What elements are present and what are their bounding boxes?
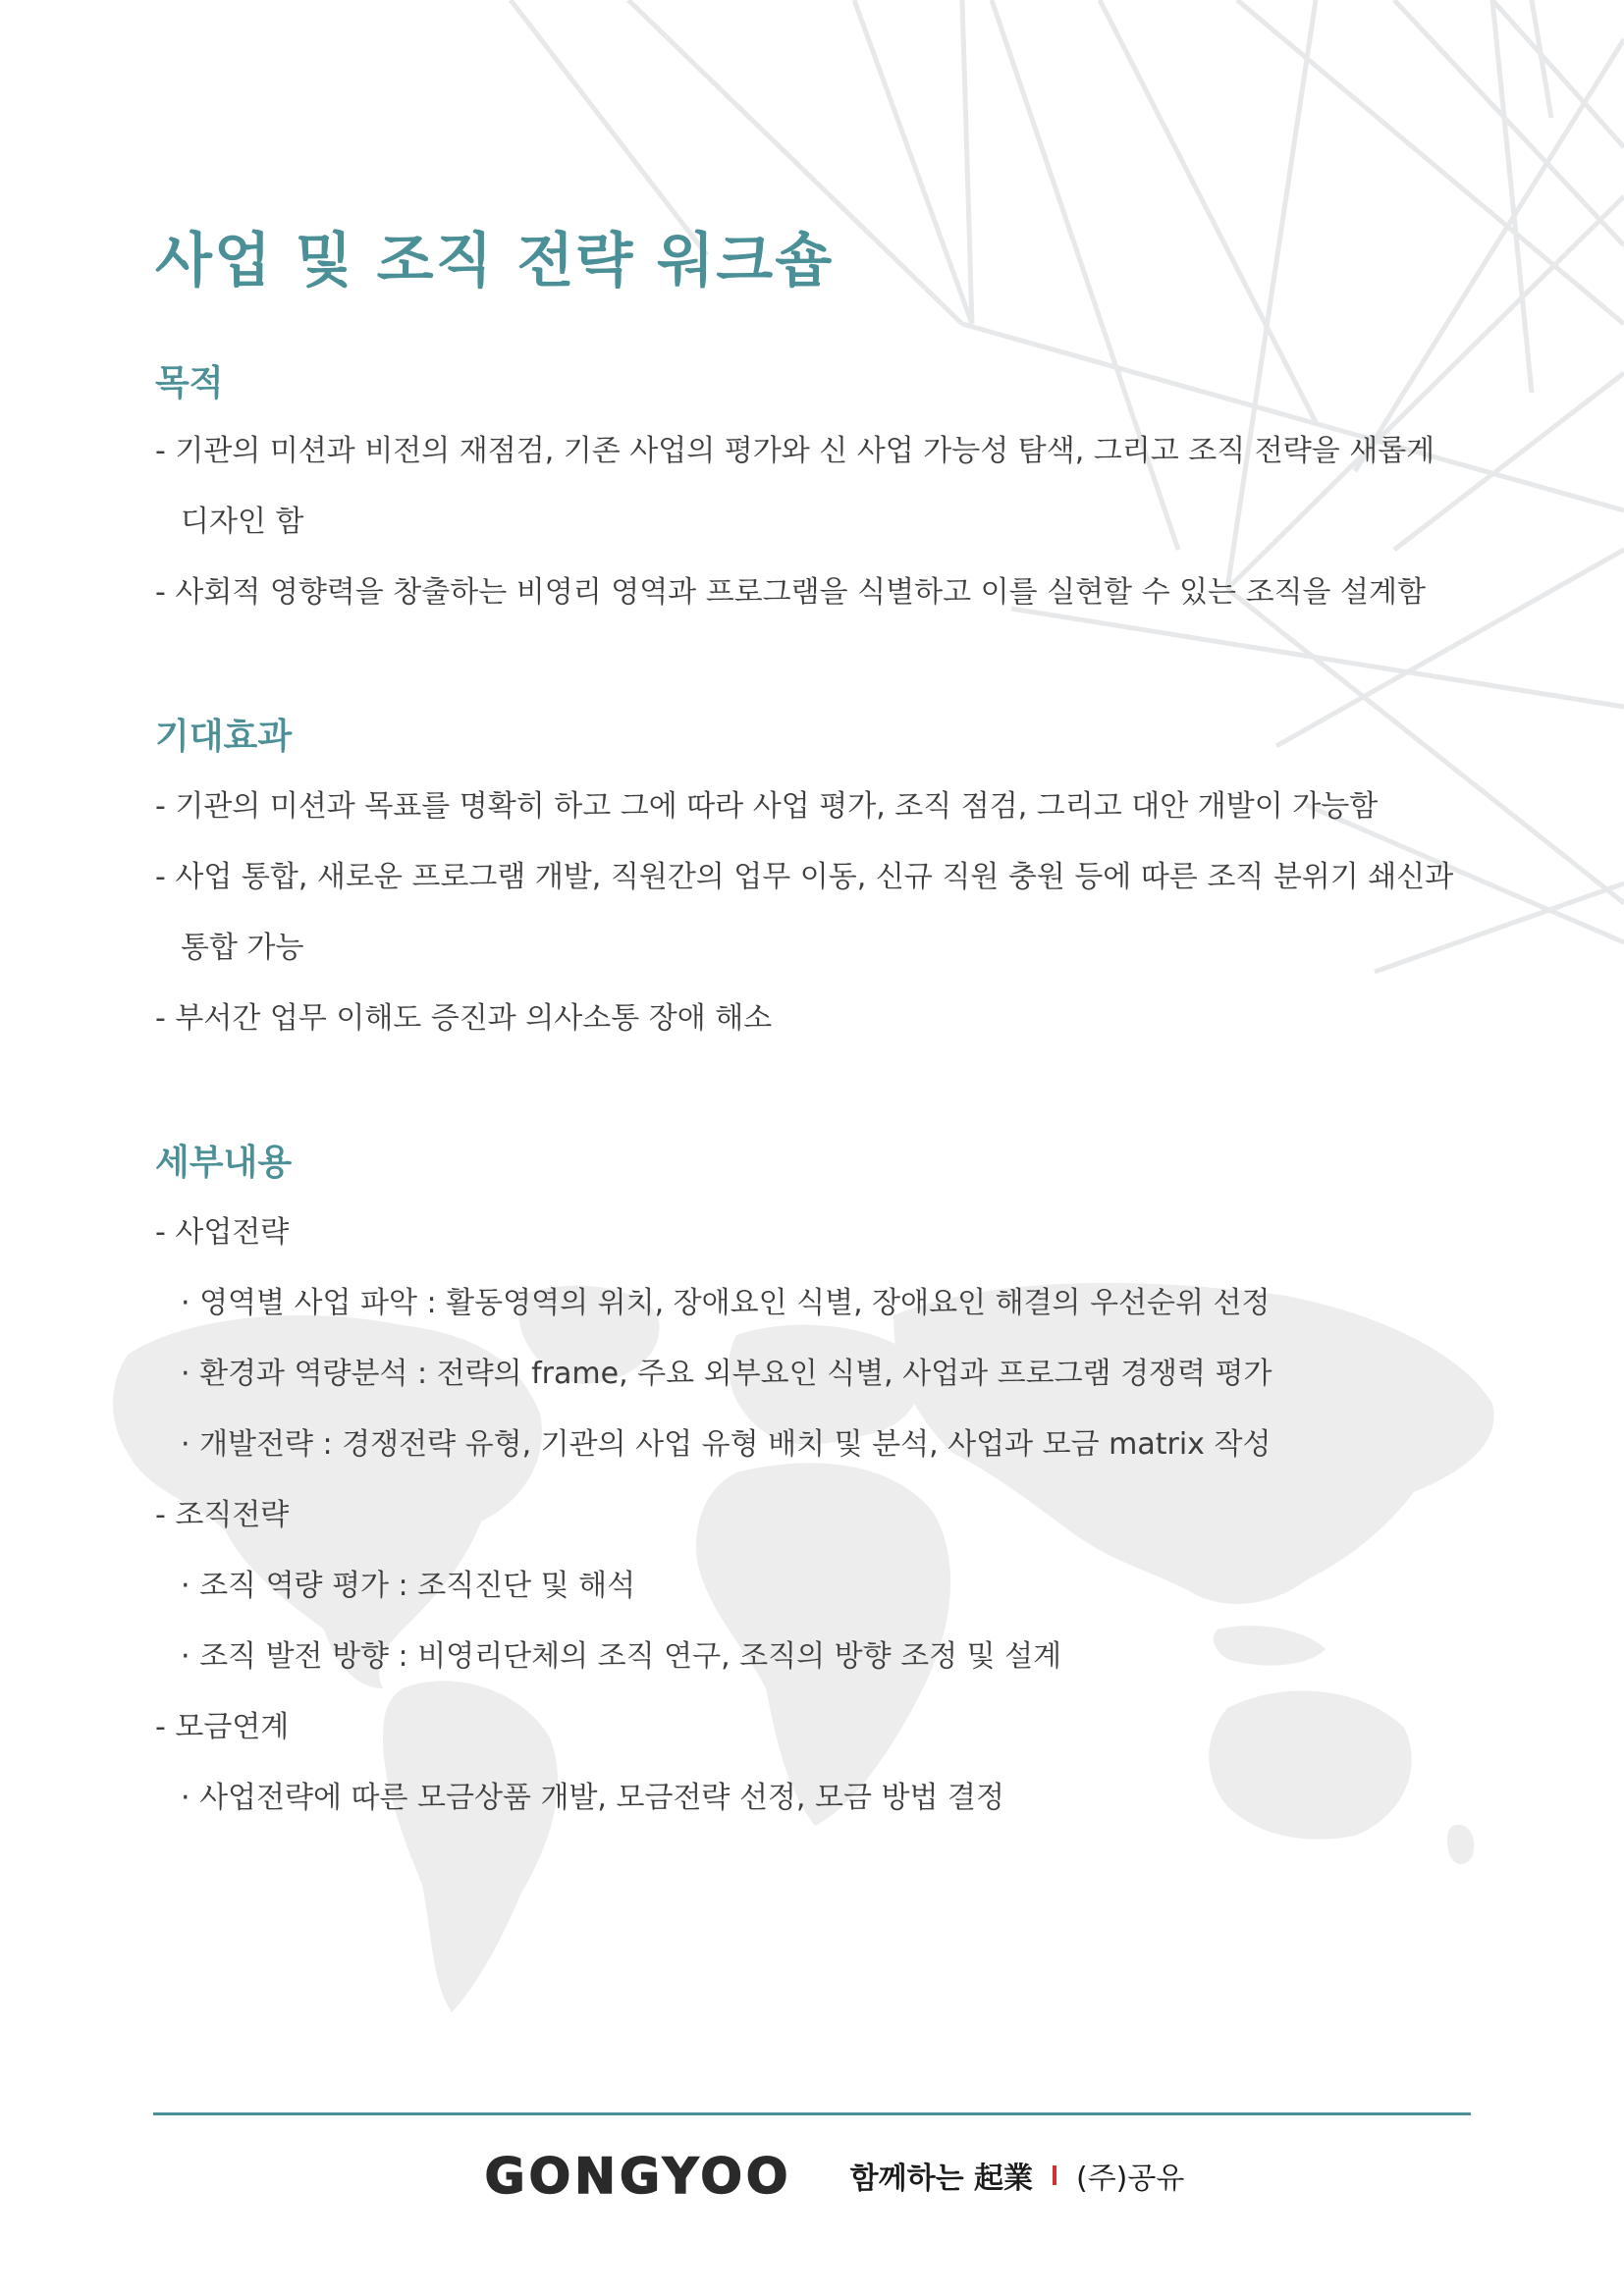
details-item: · 사업전략에 따른 모금상품 개발, 모금전략 선정, 모금 방법 결정	[181, 1781, 1004, 1815]
purpose-line-1: - 기관의 미션과 비전의 재점검, 기존 사업의 평가와 신 사업 가능성 탐색, 그리고 조직 전략을 새롭게	[155, 434, 1435, 468]
section-heading-purpose: 목적	[155, 363, 224, 403]
footer-separator	[1053, 2165, 1056, 2185]
effects-line-2-cont: 통합 가능	[181, 931, 304, 965]
purpose-line-2: - 사회적 영향력을 창출하는 비영리 영역과 프로그램을 식별하고 이를 실현할 수 있는 조직을 설계함	[155, 575, 1426, 610]
details-item: · 조직 발전 방향 : 비영리단체의 조직 연구, 조직의 방향 조정 및 설계	[181, 1639, 1062, 1674]
details-item: · 조직 역량 평가 : 조직진단 및 해석	[181, 1569, 636, 1603]
footer-company-name: (주)공유	[1076, 2162, 1185, 2196]
details-group-org-strategy: - 조직전략	[155, 1498, 290, 1532]
section-heading-details: 세부내용	[155, 1143, 293, 1183]
effects-line-1: - 기관의 미션과 목표를 명확히 하고 그에 따라 사업 평가, 조직 점검, 그리고 대안 개발이 가능함	[155, 789, 1379, 824]
details-group-fundraising: - 모금연계	[155, 1710, 290, 1744]
footer-tagline: 함께하는 起業	[849, 2162, 1033, 2196]
details-item: · 개발전략 : 경쟁전략 유형, 기관의 사업 유형 배치 및 분석, 사업과 모금 matrix 작성	[181, 1427, 1272, 1462]
effects-line-3: - 부서간 업무 이해도 증진과 의사소통 장애 해소	[155, 1001, 773, 1036]
effects-line-2: - 사업 통합, 새로운 프로그램 개발, 직원간의 업무 이동, 신규 직원 충원 등에 따른 조직 분위기 쇄신과	[155, 860, 1454, 894]
footer	[0, 2146, 1624, 2205]
details-item: · 환경과 역량분석 : 전략의 frame, 주요 외부요인 식별, 사업과 프로그램 경쟁력 평가	[181, 1357, 1272, 1391]
details-item: · 영역별 사업 파악 : 활동영역의 위치, 장애요인 식별, 장애요인 해결의 우선순위 선정	[181, 1286, 1271, 1320]
footer-divider	[153, 2112, 1471, 2115]
purpose-line-1-cont: 디자인 함	[181, 505, 304, 539]
gongyoo-logo	[440, 2150, 837, 2201]
page-title: 사업 및 조직 전략 워크숍	[155, 227, 835, 295]
details-group-business-strategy: - 사업전략	[155, 1215, 290, 1250]
section-heading-expected-effects: 기대효과	[155, 717, 293, 757]
logo-text: GONGYOO	[484, 2150, 792, 2201]
